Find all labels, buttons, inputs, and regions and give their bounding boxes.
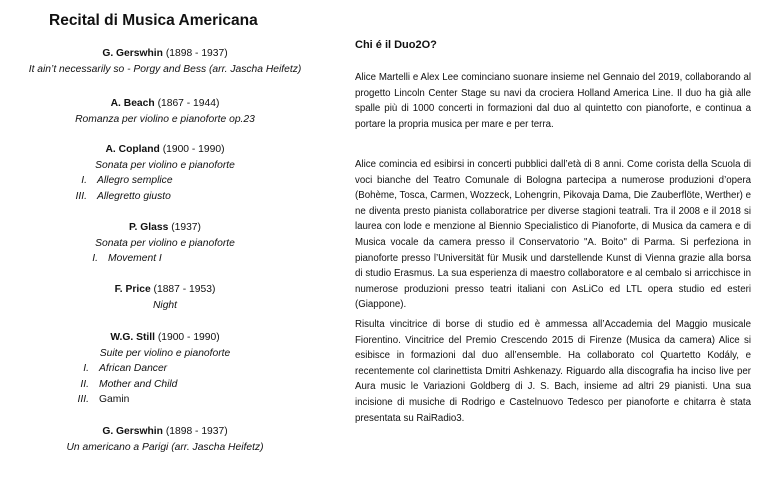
movement: II. Mother and Child [80, 378, 178, 390]
work-title: Sonata per violino e pianoforte [95, 159, 235, 171]
program-entry [0, 220, 330, 267]
program-title: Recital di Musica Americana [49, 12, 258, 29]
composer-years: (1898 - 1937) [165, 426, 228, 437]
program-entry [0, 330, 330, 408]
bio-heading: Chi é il Duo2O? [355, 39, 437, 51]
movement: I. Movement I [92, 253, 162, 264]
work-title: It ain’t necessarily so - Porgy and Bess (arr. Jascha Heifetz) [28, 63, 302, 75]
program-entry [0, 424, 330, 455]
composer-name: G. Gerswhin [102, 426, 163, 437]
program-entry [0, 96, 330, 127]
composer-name: P. Glass [129, 222, 169, 233]
program-entry [0, 142, 330, 204]
work-title: Un americano a Parigi (arr. Jascha Heifetz) [66, 441, 264, 453]
movement: III. Gamin [77, 394, 130, 405]
work-title: Night [152, 299, 178, 311]
bio-paragraph-awards: Risulta vincitrice di borse di studio ed è ammessa all’Accademia del Maggio musicale Fiorentino. Vincitrice del Premio Crescendo 2015 di Firenze (Musica da camera) Alice si esibisce in formazioni dal duo all’ensemble. Ha collaborato col Quartetto Kodály, e recentemente col clarinettista Dmitri Ashkenazy. Riguardo alla discografia ha inciso live per Aura music le Variazioni Goldberg di J. S. Bach, insieme ad altri 29 pianisti. Una sua incisione di musiche di Rodrigo e Castelnuovo Tedesco per pianoforte e chitarra è stata presentata su RaiRadio3. [355, 319, 751, 424]
composer-name: W.G. Still [110, 332, 155, 343]
composer-years: (1887 - 1953) [153, 284, 216, 295]
composer-name: F. Price [114, 284, 151, 295]
composer-years: (1900 - 1990) [162, 144, 225, 155]
composer-years: (1867 - 1944) [157, 98, 220, 109]
bio-paragraph-duo: Alice Martelli e Alex Lee cominciano suonare insieme nel Gennaio del 2019, collaborando al progetto Lincoln Center Stage su navi da crociera Holland America Line. Il duo ha già alle spalle più di 1000 concerti in formazioni dal duo al quintetto con pianoforte, e continua a portare la propria musica per mare e per terra. [355, 72, 751, 130]
composer-years: (1900 - 1990) [157, 332, 220, 343]
composer-name: A. Copland [105, 144, 160, 155]
work-title: Suite per violino e pianoforte [99, 347, 231, 359]
program-entry [0, 282, 330, 313]
composer-years: (1898 - 1937) [165, 48, 228, 59]
bio-paragraph-alice: Alice comincia ed esibirsi in concerti pubblici dall’età di 8 anni. Come corista della Scuola di voci bianche del Teatro Comunale di Bologna partecipa a numerose produzioni d’opera (Bohème, Tosca, Carmen, Wozzeck, Lohengrin, Pikovaja Dama, Die Zauberflöte, Werther) e ne diventa presto pianista collaboratrice per diverse stagioni teatrali. Tra il 2008 e il 2018 si laurea con lode e menzione al Biennio Specialistico di Pianoforte, di Musica da camera e di Musica vocale da camera presso il Conservatorio "A. Boito" di Parma. Si perfeziona in pianoforte presso l’Universität für Musik und darstellende Kunst di Vienna grazie alla borsa di studio Erasmus. La sua esperienza di maestro collaboratore e al cembalo si arricchisce in numerose produzioni presso teatri italiani con AsLiCo ed LTL opera studio ed esteri (Giappone). [355, 159, 751, 311]
movement: I. Allegro semplice [81, 175, 173, 186]
work-title: Sonata per violino e pianoforte [95, 237, 235, 249]
work-title: Romanza per violino e pianoforte op.23 [75, 113, 255, 125]
composer-years: (1937) [171, 222, 201, 233]
movement: III. Allegretto giusto [75, 190, 171, 202]
composer-name: A. Beach [110, 98, 155, 109]
program-entry [0, 46, 330, 77]
composer-name: G. Gerswhin [102, 48, 163, 59]
movement: I. African Dancer [83, 363, 168, 374]
